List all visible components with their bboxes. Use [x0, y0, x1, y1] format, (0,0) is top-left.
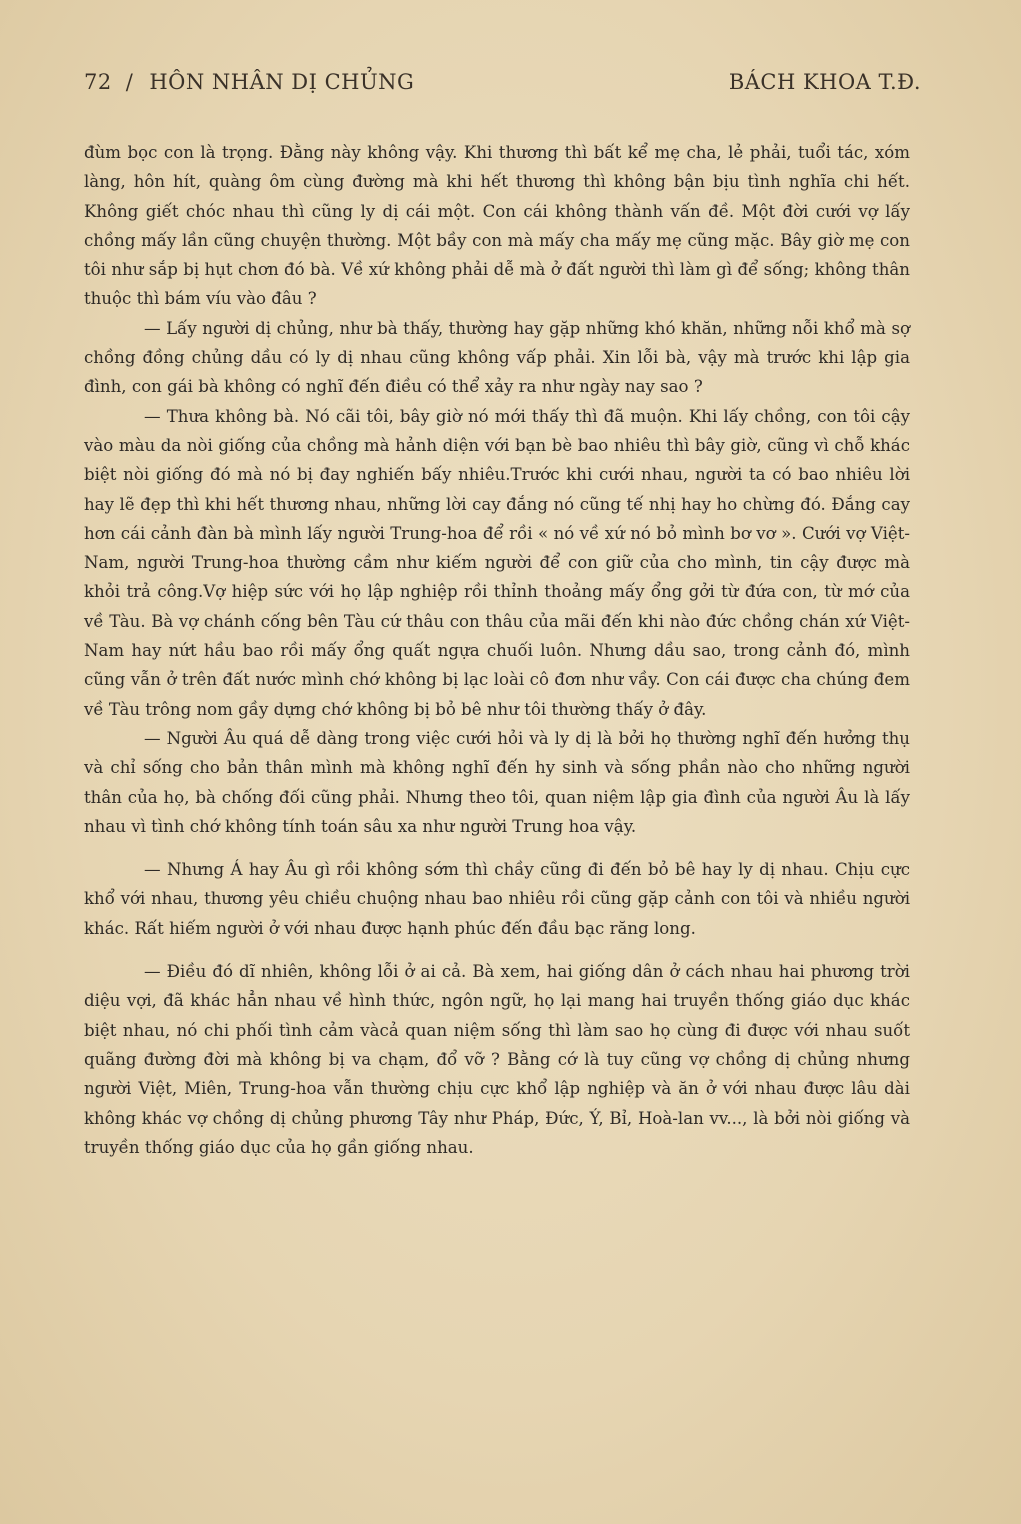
paragraph-4: — Người Âu quá dễ dàng trong việc cưới hỏi và ly dị là bởi họ thường nghĩ đến hưởng thụ và chỉ sống cho bản thân mình mà không nghĩ đến hy sinh và sống phần nào cho những người thân của họ, bà chống đối cũng phải. Nhưng theo tôi, quan niệm lập gia đình của người Âu là lấy nhau vì tình chớ không tính toán sâu xa như người Trung hoa vậy.	[84, 728, 910, 836]
header-separator: /	[125, 70, 134, 94]
paragraph-3: — Thưa không bà. Nó cãi tôi, bây giờ nó mới thấy thì đã muộn. Khi lấy chồng, con tôi cậy vào màu da nòi giống của chồng mà hảnh diện với bạn bè bao nhiêu thì bây giờ, cũng vì chỗ khác biệt nòi giống đó mà nó bị đay nghiến bấy nhiêu.Trước khi cưới nhau, người ta có bao nhiêu lời hay lẽ đẹp thì khi hết thương nhau, những lời cay đắng nó cũng tế nhị hay ho chừng đó. Đắng cay hơn cái cảnh đàn bà mình lấy người Trung-hoa để rồi « nó về xứ nó bỏ mình bơ vơ ». Cưới vợ Việt-Nam, người Trung-hoa thường cầm như kiếm người để con giữ của cho mình, tin cậy được mà khỏi trả công.Vợ hiệp sức với họ lập nghiệp rồi thỉnh thoảng mấy ổng gởi từ đứa con, từ mớ của về Tàu. Bà vợ chánh cống bên Tàu cứ thâu con thâu của mãi đến khi nào đức chồng chán xứ Việt-Nam hay nứt hầu bao rồi mấy ổng quất ngựa chuối luôn. Nhưng dầu sao, trong cảnh đó, mình cũng vẫn ở trên đất nước mình chớ không bị lạc loài cô đơn như vầy. Con cái được cha chúng đem về Tàu trông nom gầy dựng chớ không bị bỏ bê như tôi thường thấy ở đây.	[84, 406, 910, 719]
running-header	[84, 70, 921, 104]
publication-name: BÁCH KHOA T.Đ.	[728, 70, 921, 94]
article-title: HÔN NHÂN DỊ CHỦNG	[149, 70, 415, 94]
paragraph-6: — Điều đó dĩ nhiên, không lỗi ở ai cả. Bà xem, hai giống dân ở cách nhau hai phương trời diệu vợi, đã khác hẳn nhau về hình thức, ngôn ngữ, họ lại mang hai truyền thống giáo dục khác biệt nhau, nó chi phối tình cảm vàcả quan niệm sống thì làm sao họ cùng đi được với nhau suốt quãng đường đời mà không bị va chạm, đổ vỡ ? Bằng cớ là tuy cũng vợ chồng dị chủng nhưng người Việt, Miên, Trung-hoa vẫn thường chịu cực khổ lập nghiệp và ăn ở với nhau được lâu dài không khác vợ chồng dị chủng phương Tây như Pháp, Đức, Ý, Bỉ, Hoà-lan vv..., là bởi nòi giống và truyền thống giáo dục của họ gần giống nhau.	[84, 962, 910, 1157]
paragraph-2: — Lấy người dị chủng, như bà thấy, thường hay gặp những khó khăn, những nỗi khổ mà sợ chồng đồng chủng dầu có ly dị nhau cũng không vấp phải. Xin lỗi bà, vậy mà trước khi lập gia đình, con gái bà không có nghĩ đến điều có thể xảy ra như ngày nay sao ?	[84, 318, 910, 397]
paragraph-1: đùm bọc con là trọng. Đằng này không vậy. Khi thương thì bất kể mẹ cha, lẻ phải, tuổi tác, xóm làng, hôn hít, quàng ôm cùng đường mà khi hết thương thì không bận bịu tình nghĩa chi hết. Không giết chóc nhau thì cũng ly dị cái một. Con cái không thành vấn đề. Một đời cưới vợ lấy chồng mấy lần cũng chuyện thường. Một bầy con mà mấy cha mấy mẹ cũng mặc. Bây giờ mẹ con tôi như sắp bị hụt chơn đó bà. Về xứ không phải dễ mà ở đất người thì làm gì để sống; không thân thuộc thì bám víu vào đâu ?	[84, 143, 910, 309]
article-body	[84, 138, 910, 1162]
paragraph-5: — Nhưng Á hay Âu gì rồi không sớm thì chầy cũng đi đến bỏ bê hay ly dị nhau. Chịu cực khổ với nhau, thương yêu chiều chuộng nhau bao nhiêu rồi cũng gặp cảnh con tôi và nhiều người khác. Rất hiếm người ở với nhau được hạnh phúc đến đầu bạc răng long.	[84, 860, 910, 938]
header-left	[84, 70, 414, 94]
page-number: 72	[84, 70, 112, 94]
